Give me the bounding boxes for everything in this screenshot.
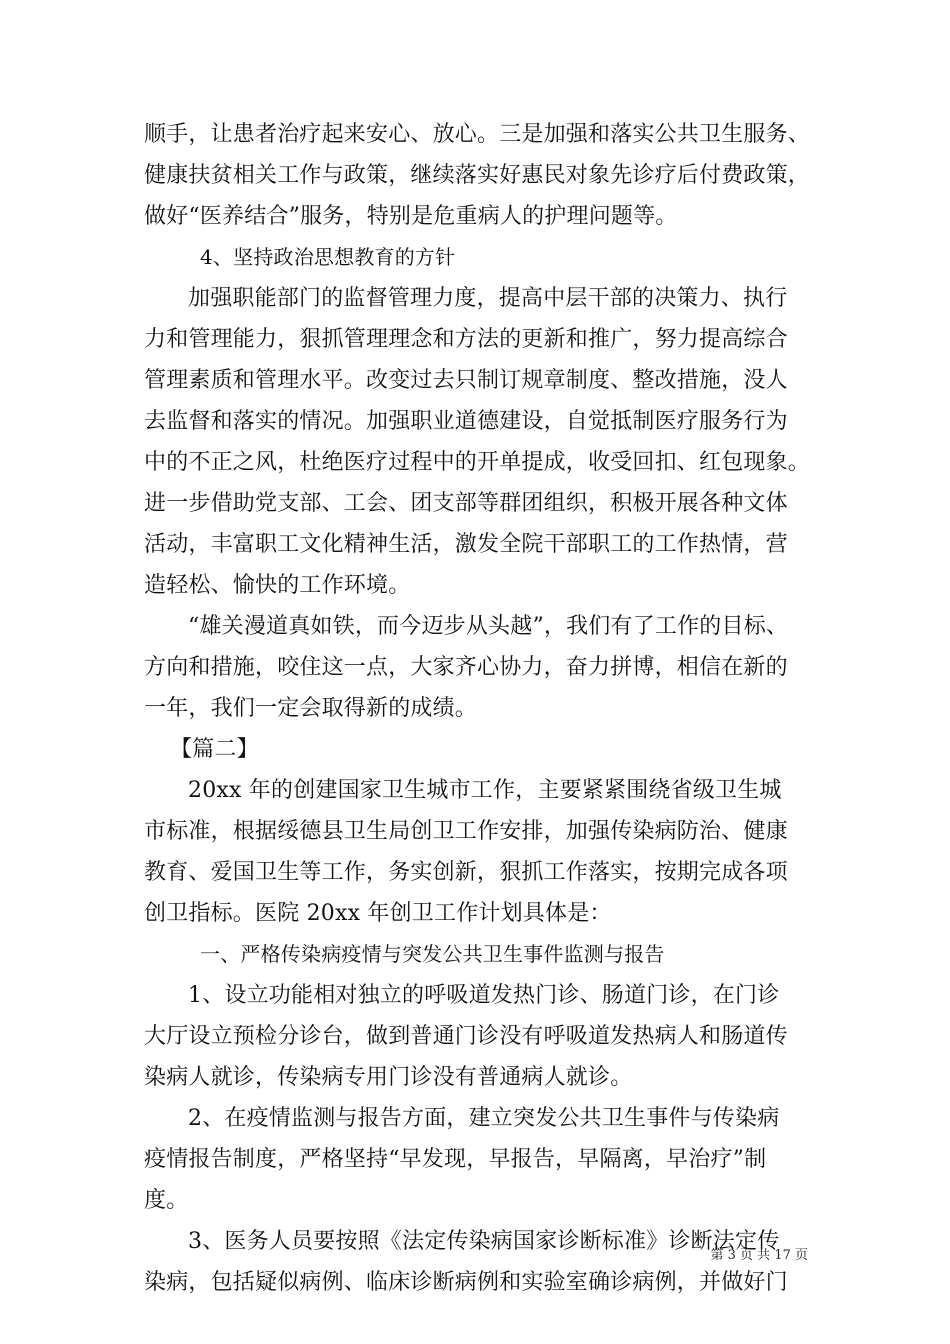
text-line: 教育、爱国卫生等工作，务实创新，狠抓工作落实，按期完成各项 (144, 860, 788, 885)
text-line: 造轻松、愉快的工作环境。 (144, 573, 411, 598)
text-line: 进一步借助党支部、工会、团支部等群团组织，积极开展各种文体 (144, 491, 788, 516)
text-line: 健康扶贫相关工作与政策，继续落实好惠民对象先诊疗后付费政策， (144, 163, 811, 188)
paragraph-start: 1、设立功能相对独立的呼吸道发热门诊、肠道门诊，在门诊 (188, 983, 780, 1008)
text-line: 中的不正之风，杜绝医疗过程中的开单提成，收受回扣、红包现象。 (144, 450, 811, 475)
paragraph-start: 3、医务人员要按照《法定传染病国家诊断标准》诊断法定传 (188, 1229, 780, 1254)
text-line: 方向和措施，咬住这一点，大家齐心协力，奋力拼博，相信在新的 (144, 655, 788, 680)
text-line: 管理素质和管理水平。改变过去只制订规章制度、整改措施，没人 (144, 368, 788, 393)
text-line: 疫情报告制度，严格坚持“早发现，早报告，早隔离，早治疗”制 (144, 1147, 767, 1172)
text-line: 活动，丰富职工文化精神生活，激发全院干部职工的工作热情，营 (144, 532, 788, 557)
paragraph-start: 加强职能部门的监督管理力度，提高中层干部的决策力、执行 (188, 286, 788, 311)
text-line: 染病，包括疑似病例、临床诊断病例和实验室确诊病例，并做好门 (144, 1270, 788, 1295)
section-heading: 一、严格传染病疫情与突发公共卫生事件监测与报告 (200, 942, 665, 966)
text-line: 度。 (144, 1188, 189, 1213)
text-line: 做好“医养结合”服务，特别是危重病人的护理问题等。 (144, 204, 678, 229)
document-body (144, 114, 814, 1303)
text-line: 一年，我们一定会取得新的成绩。 (144, 696, 478, 721)
text-line: 创卫指标。医院 20xx 年创卫工作计划具体是： (144, 901, 612, 926)
paragraph-start: “雄关漫道真如铁，而今迈步从头越”，我们有了工作的目标、 (188, 614, 789, 639)
text-line: 去监督和落实的情况。加强职业道德建设，自觉抵制医疗服务行为 (144, 409, 788, 434)
text-line: 市标准，根据绥德县卫生局创卫工作安排，加强传染病防治、健康 (144, 819, 788, 844)
text-line: 顺手，让患者治疗起来安心、放心。三是加强和落实公共卫生服务、 (144, 122, 811, 147)
paragraph-start: 20xx 年的创建国家卫生城市工作，主要紧紧围绕省级卫生城 (188, 778, 782, 803)
paragraph-start: 2、在疫情监测与报告方面，建立突发公共卫生事件与传染病 (188, 1106, 780, 1131)
page-number-footer: 第 3 页 共 17 页 (710, 1248, 808, 1263)
section-heading: 4、坚持政治思想教育的方针 (200, 245, 456, 269)
part-heading: 【篇二】 (170, 737, 259, 762)
text-line: 力和管理能力，狠抓管理理念和方法的更新和推广，努力提高综合 (144, 327, 788, 352)
text-line: 大厅设立预检分诊台，做到普通门诊没有呼吸道发热病人和肠道传 (144, 1024, 788, 1049)
text-line: 染病人就诊，传染病专用门诊没有普通病人就诊。 (144, 1065, 633, 1090)
